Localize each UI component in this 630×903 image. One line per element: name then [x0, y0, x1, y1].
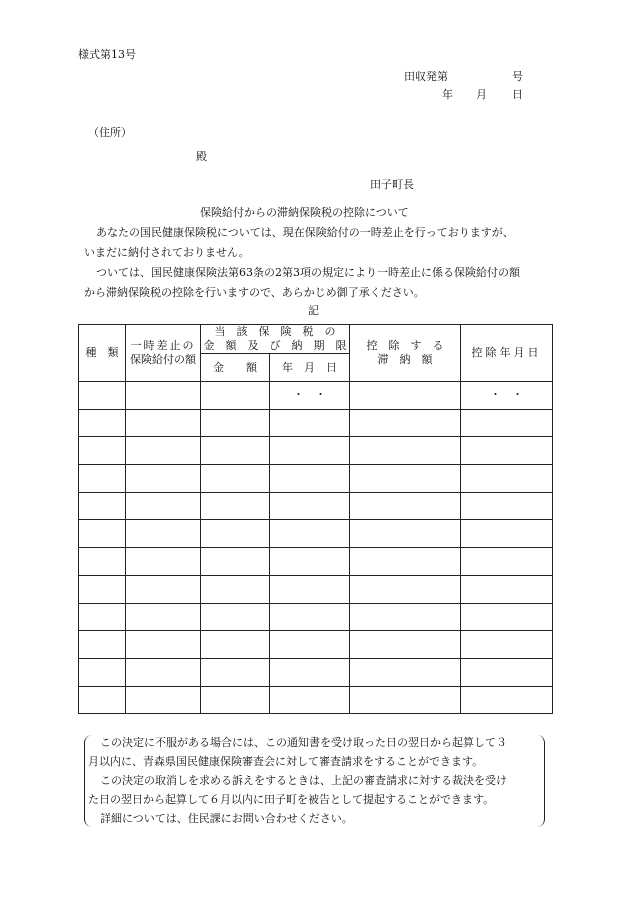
cell-suspended-amount — [126, 603, 201, 631]
cell-deduct-date — [461, 686, 553, 714]
body-line-2: いまだに納付されておりません。 — [84, 246, 250, 259]
cell-type — [79, 658, 126, 686]
header-tax-line2: 金 額 及 び 納 期 限 — [203, 339, 347, 352]
body-line-1: あなたの国民健康保険税については、現在保険給付の一時差止を行っておりますが、 — [96, 226, 514, 239]
cell-tax-date — [270, 465, 350, 493]
header-suspended-amount — [126, 325, 201, 382]
cell-suspended-amount — [126, 658, 201, 686]
cell-deduct-date — [461, 603, 553, 631]
cell-deduct-amount — [350, 520, 461, 548]
cell-suspended-amount — [126, 409, 201, 437]
cell-tax-amount — [201, 686, 270, 714]
table-row — [79, 437, 553, 465]
cell-deduct-amount — [350, 548, 461, 576]
cell-type — [79, 548, 126, 576]
cell-tax-amount — [201, 382, 270, 410]
date-month: 月 — [476, 88, 487, 101]
cell-tax-date — [270, 603, 350, 631]
cell-deduct-date — [461, 492, 553, 520]
cell-deduct-amount — [350, 465, 461, 493]
cell-deduct-date — [461, 575, 553, 603]
cell-tax-date — [270, 520, 350, 548]
cell-deduct-amount — [350, 382, 461, 410]
cell-deduct-date — [461, 437, 553, 465]
cell-tax-amount — [201, 437, 270, 465]
header-deduct-amount — [350, 325, 461, 382]
sender-name: 田子町長 — [370, 178, 414, 191]
cell-tax-date — [270, 437, 350, 465]
cell-tax-date: ・ ・ — [270, 382, 350, 410]
cell-deduct-date: ・ ・ — [461, 382, 553, 410]
table-row — [79, 548, 553, 576]
cell-tax-amount — [201, 520, 270, 548]
header-date: 年 月 日 — [270, 354, 350, 382]
table-row — [79, 631, 553, 659]
cell-deduct-date — [461, 520, 553, 548]
header-tax-group — [201, 325, 350, 354]
header-type: 種 類 — [79, 325, 126, 382]
cell-suspended-amount — [126, 686, 201, 714]
cell-tax-amount — [201, 631, 270, 659]
notice-line-2: 月以内に、青森県国民健康保険審査会に対して審査請求をすることができます。 — [88, 755, 484, 768]
cell-suspended-amount — [126, 520, 201, 548]
cell-deduct-amount — [350, 631, 461, 659]
cell-type — [79, 520, 126, 548]
cell-tax-date — [270, 686, 350, 714]
cell-suspended-amount — [126, 631, 201, 659]
cell-tax-amount — [201, 465, 270, 493]
table-row — [79, 603, 553, 631]
doc-number-prefix: 田収発第 — [404, 70, 448, 83]
cell-type — [79, 437, 126, 465]
body-text — [84, 223, 554, 303]
notice-line-4: た日の翌日から起算して６月以内に田子町を被告として提起することができます。 — [88, 793, 495, 806]
header-deduct-date: 控除年月日 — [461, 325, 553, 382]
doc-number-suffix: 号 — [512, 70, 523, 83]
body-line-4: から滞納保険税の控除を行いますので、あらかじめ御了承ください。 — [84, 286, 425, 299]
table-row — [79, 492, 553, 520]
cell-tax-amount — [201, 575, 270, 603]
table-row — [79, 465, 553, 493]
cell-deduct-amount — [350, 492, 461, 520]
cell-type — [79, 409, 126, 437]
form-number: 様式第13号 — [78, 48, 136, 61]
cell-tax-date — [270, 492, 350, 520]
honorific: 殿 — [196, 150, 207, 163]
cell-deduct-date — [461, 465, 553, 493]
cell-tax-amount — [201, 658, 270, 686]
notice-box — [88, 733, 538, 828]
notice-line-5: 詳細については、住民課にお問い合わせください。 — [100, 812, 353, 825]
cell-type — [79, 603, 126, 631]
cell-deduct-amount — [350, 437, 461, 465]
header-suspended-line2: 保険給付の額 — [130, 353, 196, 366]
table-row — [79, 382, 553, 410]
cell-deduct-date — [461, 409, 553, 437]
table-row — [79, 575, 553, 603]
cell-tax-date — [270, 631, 350, 659]
header-deduct-line1: 控 除 す る — [366, 339, 444, 352]
cell-suspended-amount — [126, 465, 201, 493]
cell-suspended-amount — [126, 548, 201, 576]
cell-type — [79, 382, 126, 410]
cell-tax-date — [270, 575, 350, 603]
cell-deduct-amount — [350, 686, 461, 714]
notice-line-1: この決定に不服がある場合には、この通知書を受け取った日の翌日から起算して３ — [100, 736, 507, 749]
cell-tax-amount — [201, 409, 270, 437]
cell-type — [79, 575, 126, 603]
address-label: （住所） — [88, 126, 132, 139]
header-tax-line1: 当 該 保 険 税 の — [214, 325, 336, 338]
cell-deduct-amount — [350, 658, 461, 686]
cell-deduct-date — [461, 631, 553, 659]
cell-deduct-amount — [350, 575, 461, 603]
cell-suspended-amount — [126, 575, 201, 603]
body-line-3: ついては、国民健康保険法第63条の2第3項の規定により一時差止に係る保険給付の額 — [96, 266, 520, 279]
cell-type — [79, 492, 126, 520]
cell-deduct-date — [461, 658, 553, 686]
cell-deduct-date — [461, 548, 553, 576]
cell-tax-date — [270, 409, 350, 437]
table-row — [79, 658, 553, 686]
date-year: 年 — [442, 88, 453, 101]
cell-tax-amount — [201, 492, 270, 520]
cell-type — [79, 686, 126, 714]
header-suspended-line1: 一時差止の — [130, 339, 196, 352]
document-title: 保険給付からの滞納保険税の控除について — [200, 206, 409, 219]
date-day: 日 — [512, 88, 523, 101]
table-row — [79, 686, 553, 714]
cell-tax-date — [270, 548, 350, 576]
header-amount: 金 額 — [201, 354, 270, 382]
header-deduct-line2: 滞 納 額 — [377, 353, 433, 366]
cell-deduct-amount — [350, 409, 461, 437]
cell-suspended-amount — [126, 492, 201, 520]
notice-line-3: この決定の取消しを求める訴えをするときは、上記の審査請求に対する裁決を受け — [100, 774, 507, 787]
cell-type — [79, 631, 126, 659]
table-row — [79, 409, 553, 437]
cell-deduct-amount — [350, 603, 461, 631]
cell-tax-amount — [201, 603, 270, 631]
cell-suspended-amount — [126, 382, 201, 410]
cell-tax-amount — [201, 548, 270, 576]
ki-label: 記 — [308, 304, 319, 317]
deduction-table — [78, 324, 553, 714]
cell-type — [79, 465, 126, 493]
cell-suspended-amount — [126, 437, 201, 465]
table-row — [79, 520, 553, 548]
cell-tax-date — [270, 658, 350, 686]
